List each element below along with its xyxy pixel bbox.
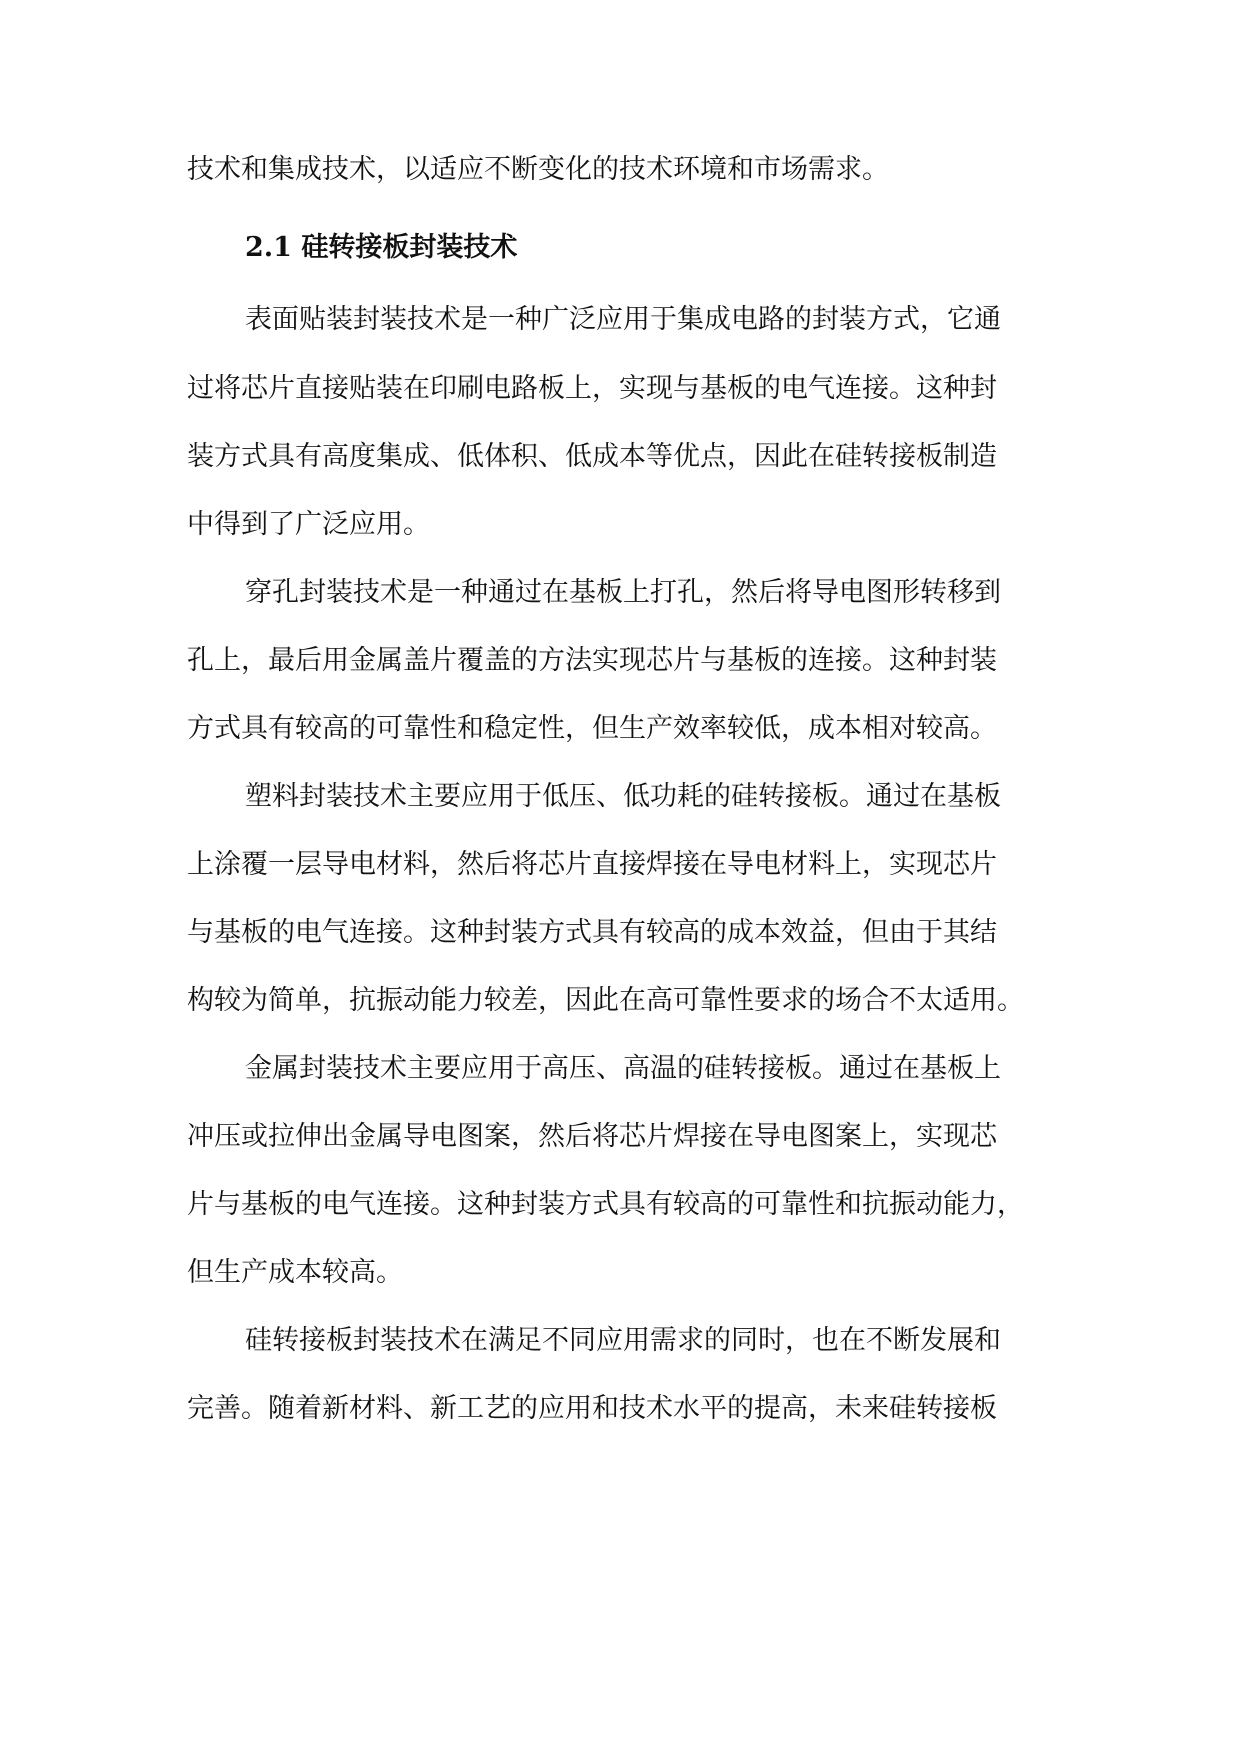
paragraph-line: 表面贴装封装技术是一种广泛应用于集成电路的封装方式，它通 (245, 304, 1001, 335)
paragraph-line: 完善。随着新材料、新工艺的应用和技术水平的提高，未来硅转接板 (187, 1393, 997, 1424)
paragraph-line: 上涂覆一层导电材料，然后将芯片直接焊接在导电材料上，实现芯片 (187, 849, 997, 880)
paragraph-line: 中得到了广泛应用。 (187, 509, 430, 540)
paragraph-line: 与基板的电气连接。这种封装方式具有较高的成本效益，但由于其结 (187, 917, 997, 948)
paragraph-line: 构较为简单，抗振动能力较差，因此在高可靠性要求的场合不太适用。 (187, 985, 1024, 1016)
paragraph-line: 技术和集成技术，以适应不断变化的技术环境和市场需求。 (187, 154, 889, 185)
paragraph-line: 但生产成本较高。 (187, 1257, 403, 1288)
paragraph-line: 方式具有较高的可靠性和稳定性，但生产效率较低，成本相对较高。 (187, 713, 997, 744)
section-heading: 2.1 硅转接板封装技术 (245, 232, 518, 263)
paragraph-line: 穿孔封装技术是一种通过在基板上打孔，然后将导电图形转移到 (245, 577, 1001, 608)
paragraph-line: 片与基板的电气连接。这种封装方式具有较高的可靠性和抗振动能力， (187, 1189, 1024, 1220)
paragraph-line: 塑料封装技术主要应用于低压、低功耗的硅转接板。通过在基板 (245, 781, 1001, 812)
paragraph-line: 孔上，最后用金属盖片覆盖的方法实现芯片与基板的连接。这种封装 (187, 645, 997, 676)
paragraph-line: 金属封装技术主要应用于高压、高温的硅转接板。通过在基板上 (245, 1053, 1001, 1084)
paragraph-line: 过将芯片直接贴装在印刷电路板上，实现与基板的电气连接。这种封 (187, 373, 997, 404)
paragraph-line: 冲压或拉伸出金属导电图案，然后将芯片焊接在导电图案上，实现芯 (187, 1121, 997, 1152)
paragraph-line: 硅转接板封装技术在满足不同应用需求的同时，也在不断发展和 (245, 1325, 1001, 1356)
paragraph-line: 装方式具有高度集成、低体积、低成本等优点，因此在硅转接板制造 (187, 441, 997, 472)
